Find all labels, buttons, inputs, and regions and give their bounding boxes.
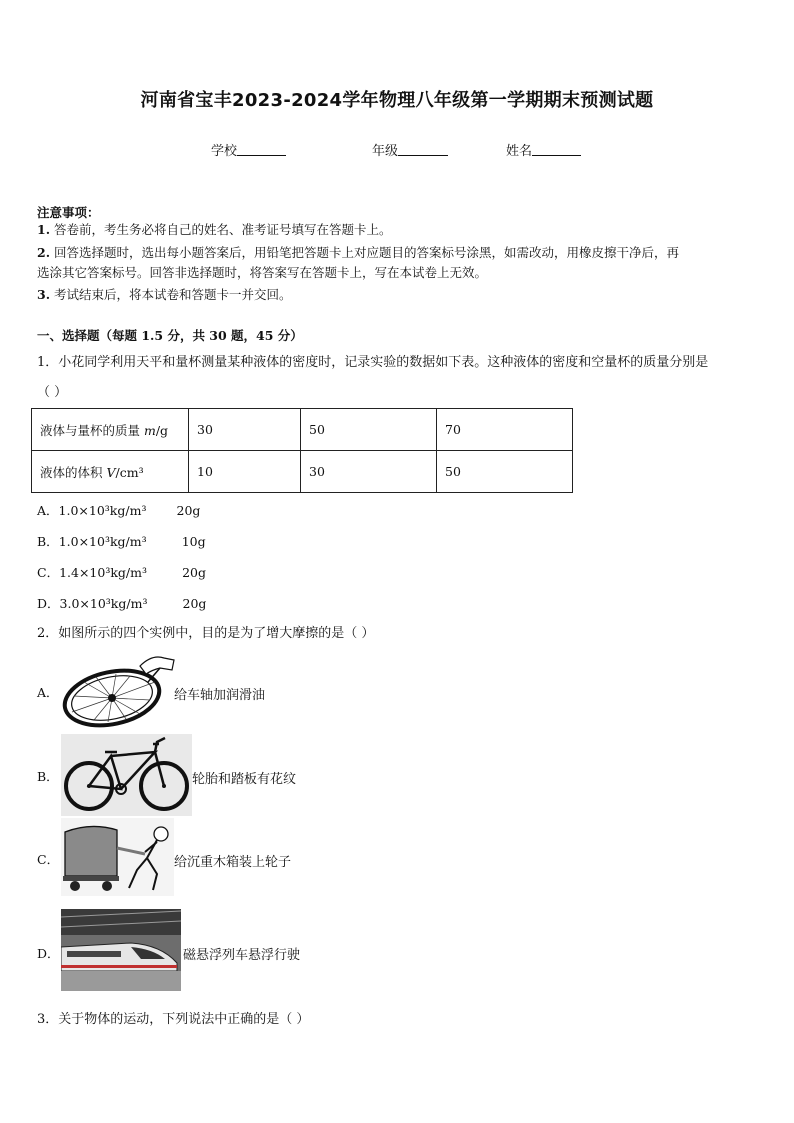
note-item bbox=[37, 242, 759, 263]
grade-label: 年级 bbox=[372, 144, 399, 159]
table-cell: 30 bbox=[189, 409, 301, 451]
note-text: 回答选择题时，选出每小题答案后，用铅笔把答题卡上对应题目的答案标号涂黑，如需改动，用橡皮擦干净后，再 bbox=[54, 245, 680, 260]
table-header-cell: 液体的体积 V/cm³ bbox=[32, 451, 189, 493]
school-label: 学校 bbox=[211, 144, 238, 159]
name-field bbox=[506, 140, 581, 159]
question-1-paren: （ ） bbox=[37, 385, 68, 400]
name-blank[interactable] bbox=[532, 143, 581, 156]
bicycle-picture bbox=[61, 734, 192, 816]
option-a[interactable]: A．1.0×10³kg/m³ 20g bbox=[37, 503, 201, 518]
option-caption: 给车轴加润滑油 bbox=[174, 688, 266, 703]
grade-blank[interactable] bbox=[398, 143, 448, 156]
option-caption: 磁悬浮列车悬浮行驶 bbox=[183, 948, 301, 963]
question-3-stem: 3．关于物体的运动，下列说法中正确的是（ ） bbox=[37, 1012, 310, 1027]
grade-field bbox=[372, 140, 448, 159]
option-d[interactable]: D．3.0×10³kg/m³ 20g bbox=[37, 596, 207, 611]
name-label: 姓名 bbox=[506, 144, 533, 159]
school-field bbox=[211, 140, 286, 159]
option-d[interactable]: D． bbox=[37, 946, 60, 961]
table-cell: 30 bbox=[301, 451, 437, 493]
table-row bbox=[32, 451, 573, 493]
note-item bbox=[37, 262, 759, 283]
note-number: 3. bbox=[37, 287, 51, 302]
wheel-oiling-picture bbox=[60, 652, 178, 730]
note-item bbox=[37, 219, 759, 240]
option-c[interactable]: C． bbox=[37, 852, 60, 867]
note-number: 1. bbox=[37, 222, 51, 237]
table-cell: 10 bbox=[189, 451, 301, 493]
table-cell: 50 bbox=[301, 409, 437, 451]
table-row bbox=[32, 409, 573, 451]
table-cell: 70 bbox=[437, 409, 573, 451]
page-title: 河南省宝丰2023-2024学年物理八年级第一学期期末预测试题 bbox=[140, 90, 654, 111]
data-table bbox=[31, 408, 573, 493]
section-heading: 一、选择题（每题 1.5 分，共 30 题，45 分） bbox=[37, 328, 303, 343]
school-blank[interactable] bbox=[237, 143, 286, 156]
note-text: 考试结束后，将本试卷和答题卡一并交回。 bbox=[54, 287, 292, 302]
question-1-stem: 1．小花同学利用天平和量杯测量某种液体的密度时，记录实验的数据如下表。这种液体的密度和空量杯的质量分别是 bbox=[37, 355, 709, 370]
table-header-cell: 液体与量杯的质量 m/g bbox=[32, 409, 189, 451]
note-item bbox=[37, 284, 759, 305]
note-number: 2. bbox=[37, 245, 51, 260]
crate-cart-picture bbox=[61, 818, 174, 896]
option-a[interactable]: A． bbox=[37, 685, 59, 700]
option-caption: 轮胎和踏板有花纹 bbox=[192, 772, 297, 787]
note-text: 答卷前，考生务必将自己的姓名、准考证号填写在答题卡上。 bbox=[54, 222, 392, 237]
option-c[interactable]: C．1.4×10³kg/m³ 20g bbox=[37, 565, 206, 580]
question-2-stem: 2．如图所示的四个实例中，目的是为了增大摩擦的是（ ） bbox=[37, 626, 375, 641]
table-cell: 50 bbox=[437, 451, 573, 493]
option-caption: 给沉重木箱装上轮子 bbox=[174, 855, 292, 870]
maglev-train-picture bbox=[61, 909, 181, 991]
notes-heading: 注意事项： bbox=[37, 205, 100, 220]
option-b[interactable]: B．1.0×10³kg/m³ 10g bbox=[37, 534, 206, 549]
option-b[interactable]: B． bbox=[37, 769, 59, 784]
note-text: 选涂其它答案标号。回答非选择题时，将答案写在答题卡上，写在本试卷上无效。 bbox=[37, 265, 488, 280]
